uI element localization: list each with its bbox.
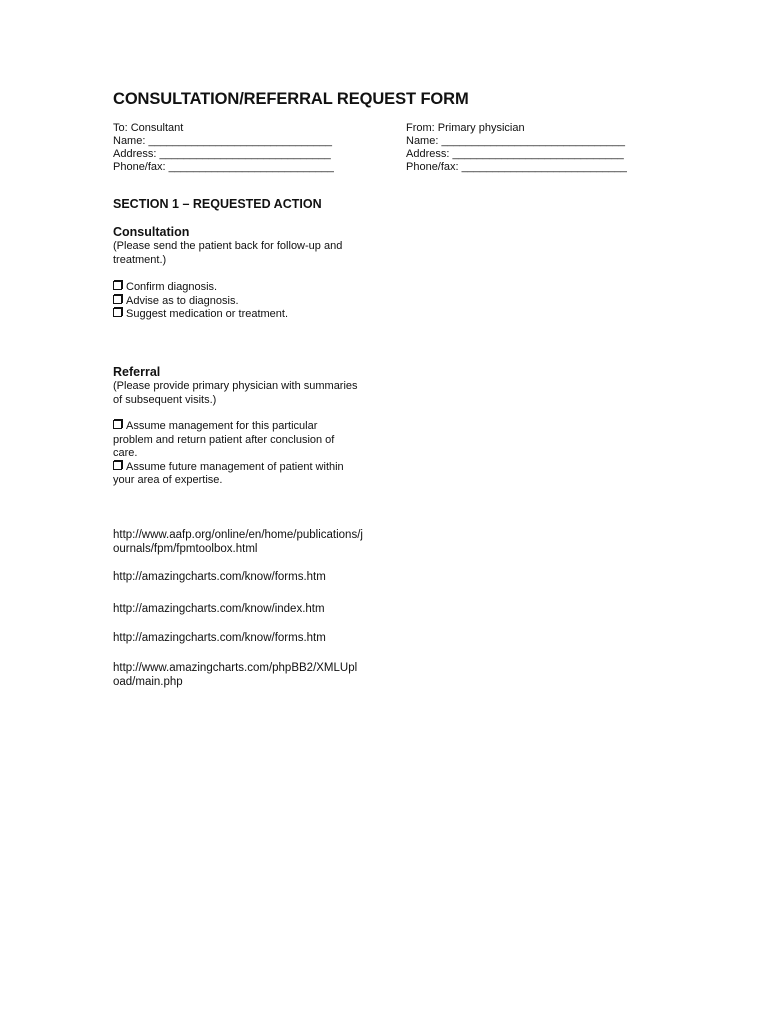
link[interactable]: http://amazingcharts.com/know/index.htm	[113, 603, 325, 615]
section-title: SECTION 1 – REQUESTED ACTION	[113, 197, 322, 211]
to-address-field[interactable]: Address: ____________________________	[113, 148, 331, 160]
page-title: CONSULTATION/REFERRAL REQUEST FORM	[113, 90, 469, 108]
consultation-note: (Please send the patient back for follow-up and treatment.)	[113, 240, 343, 266]
from-name-field[interactable]: Name: ______________________________	[406, 135, 625, 147]
from-address-field[interactable]: Address: ____________________________	[406, 148, 624, 160]
to-heading: To: Consultant	[113, 122, 184, 134]
referral-note: (Please provide primary physician with summaries of subsequent visits.)	[113, 380, 358, 406]
to-phone-field[interactable]: Phone/fax: ___________________________	[113, 161, 334, 173]
referral-heading: Referral	[113, 365, 161, 379]
checkbox-icon[interactable]	[113, 308, 122, 317]
referral-options	[113, 420, 353, 488]
link[interactable]: http://www.amazingcharts.com/phpBB2/XMLUpload/main.php	[113, 662, 358, 688]
from-block	[406, 122, 627, 174]
consultation-heading: Consultation	[113, 225, 190, 239]
checkbox-option[interactable]: Confirm diagnosis.	[113, 281, 358, 295]
checkbox-icon[interactable]	[113, 461, 122, 470]
checkbox-option[interactable]: Suggest medication or treatment.	[113, 308, 358, 322]
checkbox-option[interactable]: Assume management for this particular problem and return patient after conclusion of care.	[113, 420, 335, 459]
link[interactable]: http://amazingcharts.com/know/forms.htm	[113, 632, 326, 644]
link[interactable]: http://amazingcharts.com/know/forms.htm	[113, 571, 326, 583]
checkbox-icon[interactable]	[113, 420, 122, 429]
checkbox-icon[interactable]	[113, 295, 122, 304]
checkbox-option[interactable]: Assume future management of patient within your area of expertise.	[113, 460, 344, 486]
checkbox-icon[interactable]	[113, 281, 122, 290]
checkbox-option[interactable]: Advise as to diagnosis.	[113, 295, 358, 309]
consultation-options	[113, 281, 358, 322]
to-block	[113, 122, 334, 174]
to-name-field[interactable]: Name: ______________________________	[113, 135, 332, 147]
from-phone-field[interactable]: Phone/fax: ___________________________	[406, 161, 627, 173]
link[interactable]: http://www.aafp.org/online/en/home/publications/journals/fpm/fpmtoolbox.html	[113, 529, 363, 555]
from-heading: From: Primary physician	[406, 122, 525, 134]
